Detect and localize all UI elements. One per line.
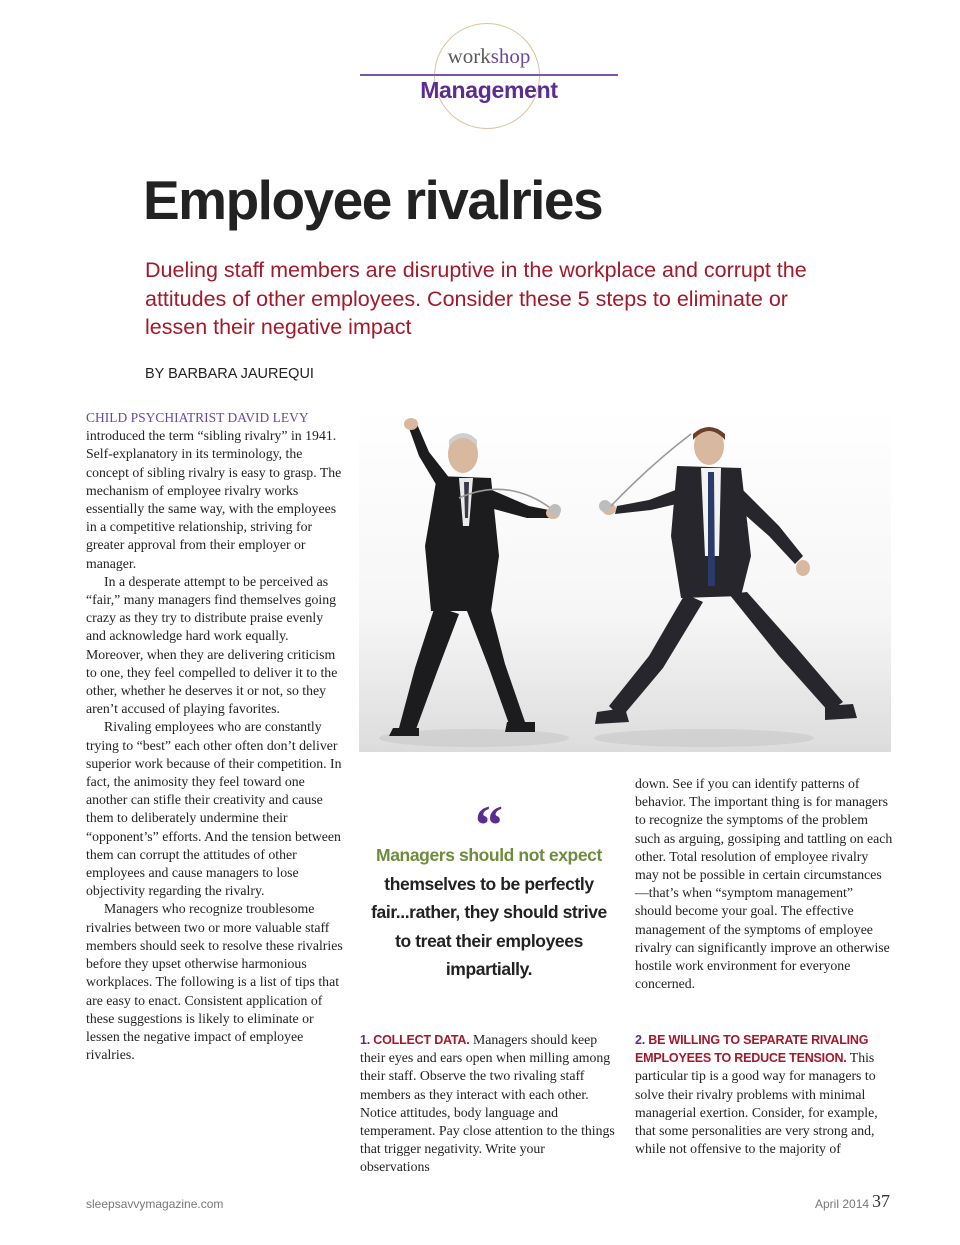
body-column-2 xyxy=(360,1031,618,1177)
lead-in: CHILD PSYCHIATRIST DAVID LEVY xyxy=(86,410,309,425)
body-column-3-step-2 xyxy=(635,1031,893,1158)
paragraph-2: In a desperate attempt to be perceived as “fair,” many managers find themselves going crazy as they try to distribute praise evenly and acknowledge hard work equally. Moreover, when they are delivering criticism to one, they feel compelled to deliver it to the other, whether he deserves it or not, so they aren’t accused of playing favorites. xyxy=(86,573,338,717)
kicker-accent: shop xyxy=(490,44,531,68)
fencing-businessmen-photo xyxy=(359,406,891,752)
pull-quote-text: themselves to be perfectly fair...rather, they should strive to treat their employees impartially. xyxy=(371,873,607,979)
step-2-number: 2. xyxy=(635,1033,646,1047)
step-2-text: This particular tip is a good way for managers to solve their rivalry problems with minimal managerial exertion. Consider, for example, that some personalities are very strong and, while not offensive to the majority of xyxy=(635,1050,878,1157)
step-1-label: COLLECT DATA. xyxy=(370,1033,470,1047)
badge-circle xyxy=(434,23,540,129)
page-number: 37 xyxy=(872,1191,890,1211)
step-2-label: BE WILLING TO SEPARATE RIVALING EMPLOYEES TO REDUCE TENSION. xyxy=(635,1033,869,1066)
pull-quote-highlight: Managers should not expect xyxy=(376,845,602,865)
quote-mark: “ xyxy=(475,795,503,857)
byline: BY BARBARA JAUREQUI xyxy=(145,366,314,382)
paragraph-3: Rivaling employees who are constantly trying to “best” each other often don’t deliver superior work because of their competition. In fact, the animosity they feel toward one another can stifle their creativity and cause them to deliberately undermine their “opponent’s” efforts. And the tension between them can corrupt the attitudes of other employees and cause managers to lose objectivity regarding the rivalry. xyxy=(86,719,342,899)
footer-date: April 2014 xyxy=(815,1197,870,1211)
step-1-heading xyxy=(360,1033,470,1047)
step-1-text: Managers should keep their eyes and ears open when milling among their staff. Observe the two rivaling staff members as they interact with each other. Notice attitudes, body language and temperament. Pay close attention to the things that trigger negativity. Write your observations xyxy=(360,1032,615,1175)
headline: Employee rivalries xyxy=(143,169,603,231)
deck: Dueling staff members are disruptive in the workplace and corrupt the attitudes of other employees. Consider these 5 steps to eliminate or lessen their negative impact xyxy=(145,258,807,339)
kicker-prefix: work xyxy=(447,44,491,68)
section-kicker xyxy=(360,44,618,69)
pull-quote xyxy=(370,841,608,984)
section-title: Management xyxy=(420,77,558,103)
step-2-heading xyxy=(635,1033,868,1065)
badge-rule xyxy=(360,74,618,76)
paragraph-1-text: introduced the term “sibling rivalry” in 1941. Self-explanatory in its terminology, the concept of sibling rivalry is easy to grasp. The mechanism of employee rivalry works essentially the same way, with the employees in a competitive relationship, striving for greater approval from their employer or manager. xyxy=(86,428,342,571)
step-1-number: 1. xyxy=(360,1033,371,1047)
body-column-3: down. See if you can identify patterns of behavior. The important thing is for managers to recognize the symptoms of the problem such as arguing, gossiping and tattling on each other. Total resolution of employee rivalry may not be possible in certain circumstances—that’s when “symptom management” should become your goal. The effective management of the symptoms of employee rivalry can significantly improve an otherwise hostile work environment for everyone concerned. xyxy=(635,776,893,992)
footer-url: sleepsavvymagazine.com xyxy=(86,1197,224,1211)
paragraph-4: Managers who recognize troublesome rivalries between two or more valuable staff members should seek to resolve these rivalries before they upset otherwise harmonious workplaces. The following is a list of tips that are easy to enact. Consistent application of these suggestions is likely to eliminate or lessen the negative impact of employee rivalries. xyxy=(86,901,343,1063)
body-column-1 xyxy=(86,409,344,1064)
paragraph-1 xyxy=(86,409,344,573)
